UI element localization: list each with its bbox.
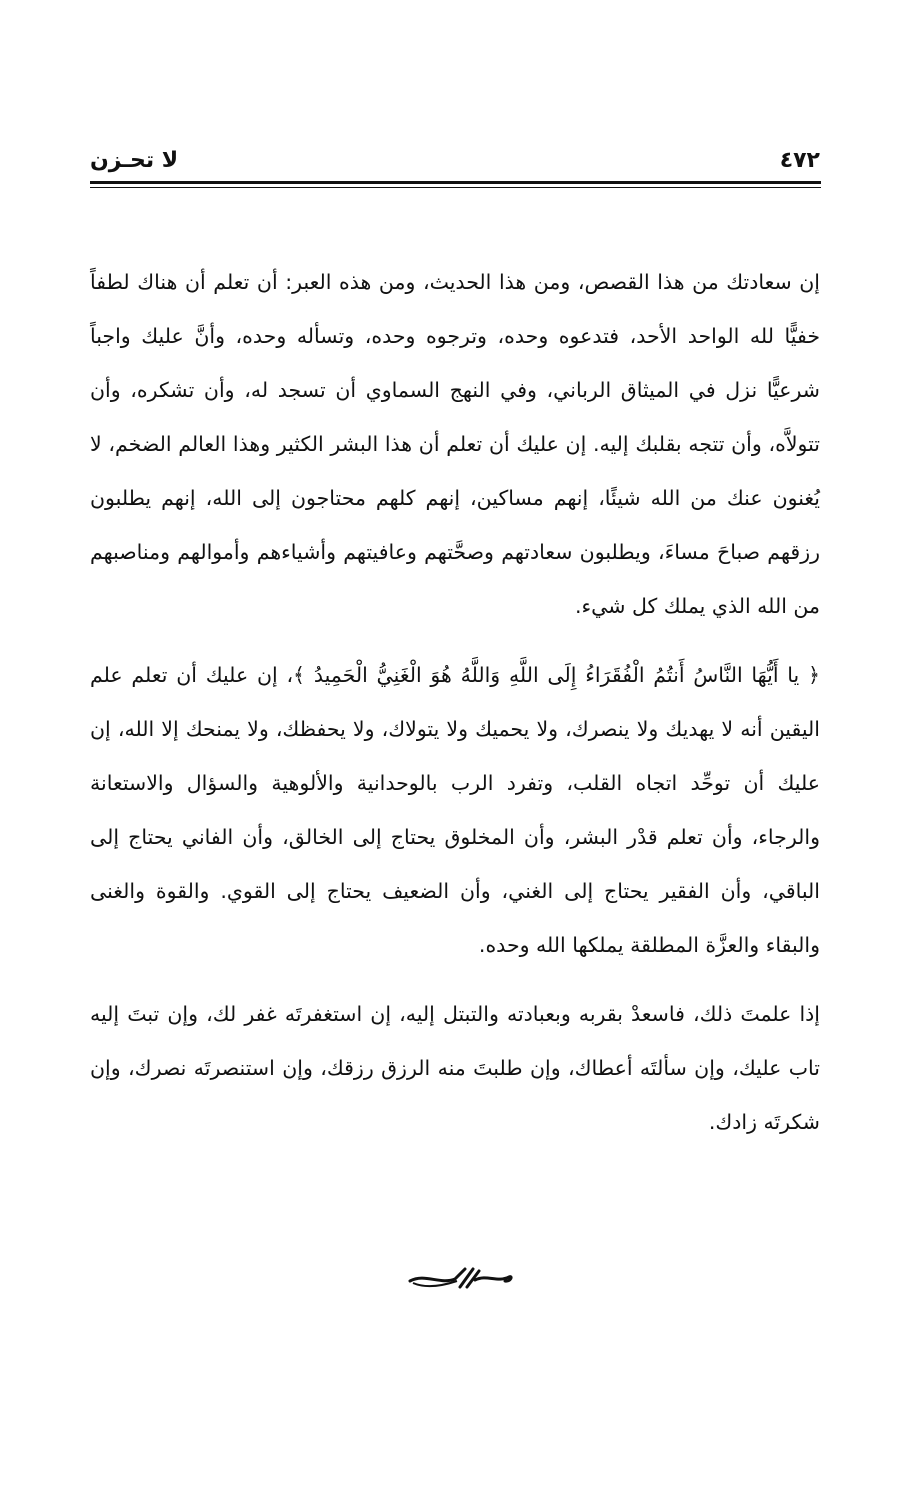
paragraph-1: إن سعادتك من هذا القصص، ومن هذا الحديث، ومن هذه العبر: أن تعلم أن هناك لطفاً خفيًّا لله الواحد الأحد، فتدعوه وحده، وترجوه وحده، وتسأله وحده، وأنَّ عليك واجباً شرعيًّا نزل في الميثاق الرباني، وفي النهج السماوي أن تسجد له، وأن تشكره، وأن تتولاَّه، وأن تتجه بقلبك إليه. إن عليك أن تعلم أن هذا البشر الكثير وهذا العالم الضخم، لا يُغنون عنك من الله شيئًا، إنهم مساكين، إنهم كلهم محتاجون إلى الله، إنهم يطلبون رزقهم صباحَ مساءَ، ويطلبون سعادتهم وصحَّتهم وعافيتهم وأشياءهم وأموالهم ومناصبهم من الله الذي يملك كل شيء. xyxy=(90,270,820,618)
paragraph-3: إذا علمتَ ذلك، فاسعدْ بقربه وبعبادته والتبتل إليه، إن استغفرتَه غفر لك، وإن تبتَ إليه تاب عليك، وإن سألتَه أعطاك، وإن طلبتَ منه الرزق رزقك، وإن استنصرتَه نصرك، وإن شكرتَه زادك. xyxy=(90,1002,820,1134)
page-header xyxy=(90,148,820,178)
body-text xyxy=(90,255,820,1149)
running-title: لا تحـزن xyxy=(90,148,179,173)
page-number: ٤٧٢ xyxy=(779,148,820,173)
header-rule-thick xyxy=(90,181,821,184)
paragraph-2: ﴿ يا أَيُّهَا النَّاسُ أَنتُمُ الْفُقَرَاءُ إِلَى اللَّهِ وَاللَّهُ هُوَ الْغَنِيُّ الْحَمِيدُ ﴾، إن عليك أن تعلم علم اليقين أنه لا يهديك ولا ينصرك، ولا يحميك ولا يتولاك، ولا يحفظك، ولا يمنحك إلا الله، إن عليك أن توحِّد اتجاه القلب، وتفرد الرب بالوحدانية والألوهية والسؤال والاستعانة والرجاء، وأن تعلم قدْر البشر، وأن المخلوق يحتاج إلى الخالق، وأن الفاني يحتاج إلى الباقي، وأن الفقير يحتاج إلى الغني، وأن الضعيف يحتاج إلى القوي. والقوة والغنى والبقاء والعزَّة المطلقة يملكها الله وحده. xyxy=(90,663,820,957)
header-rule-thin xyxy=(90,187,821,188)
ornament-flourish-icon xyxy=(405,1265,515,1295)
